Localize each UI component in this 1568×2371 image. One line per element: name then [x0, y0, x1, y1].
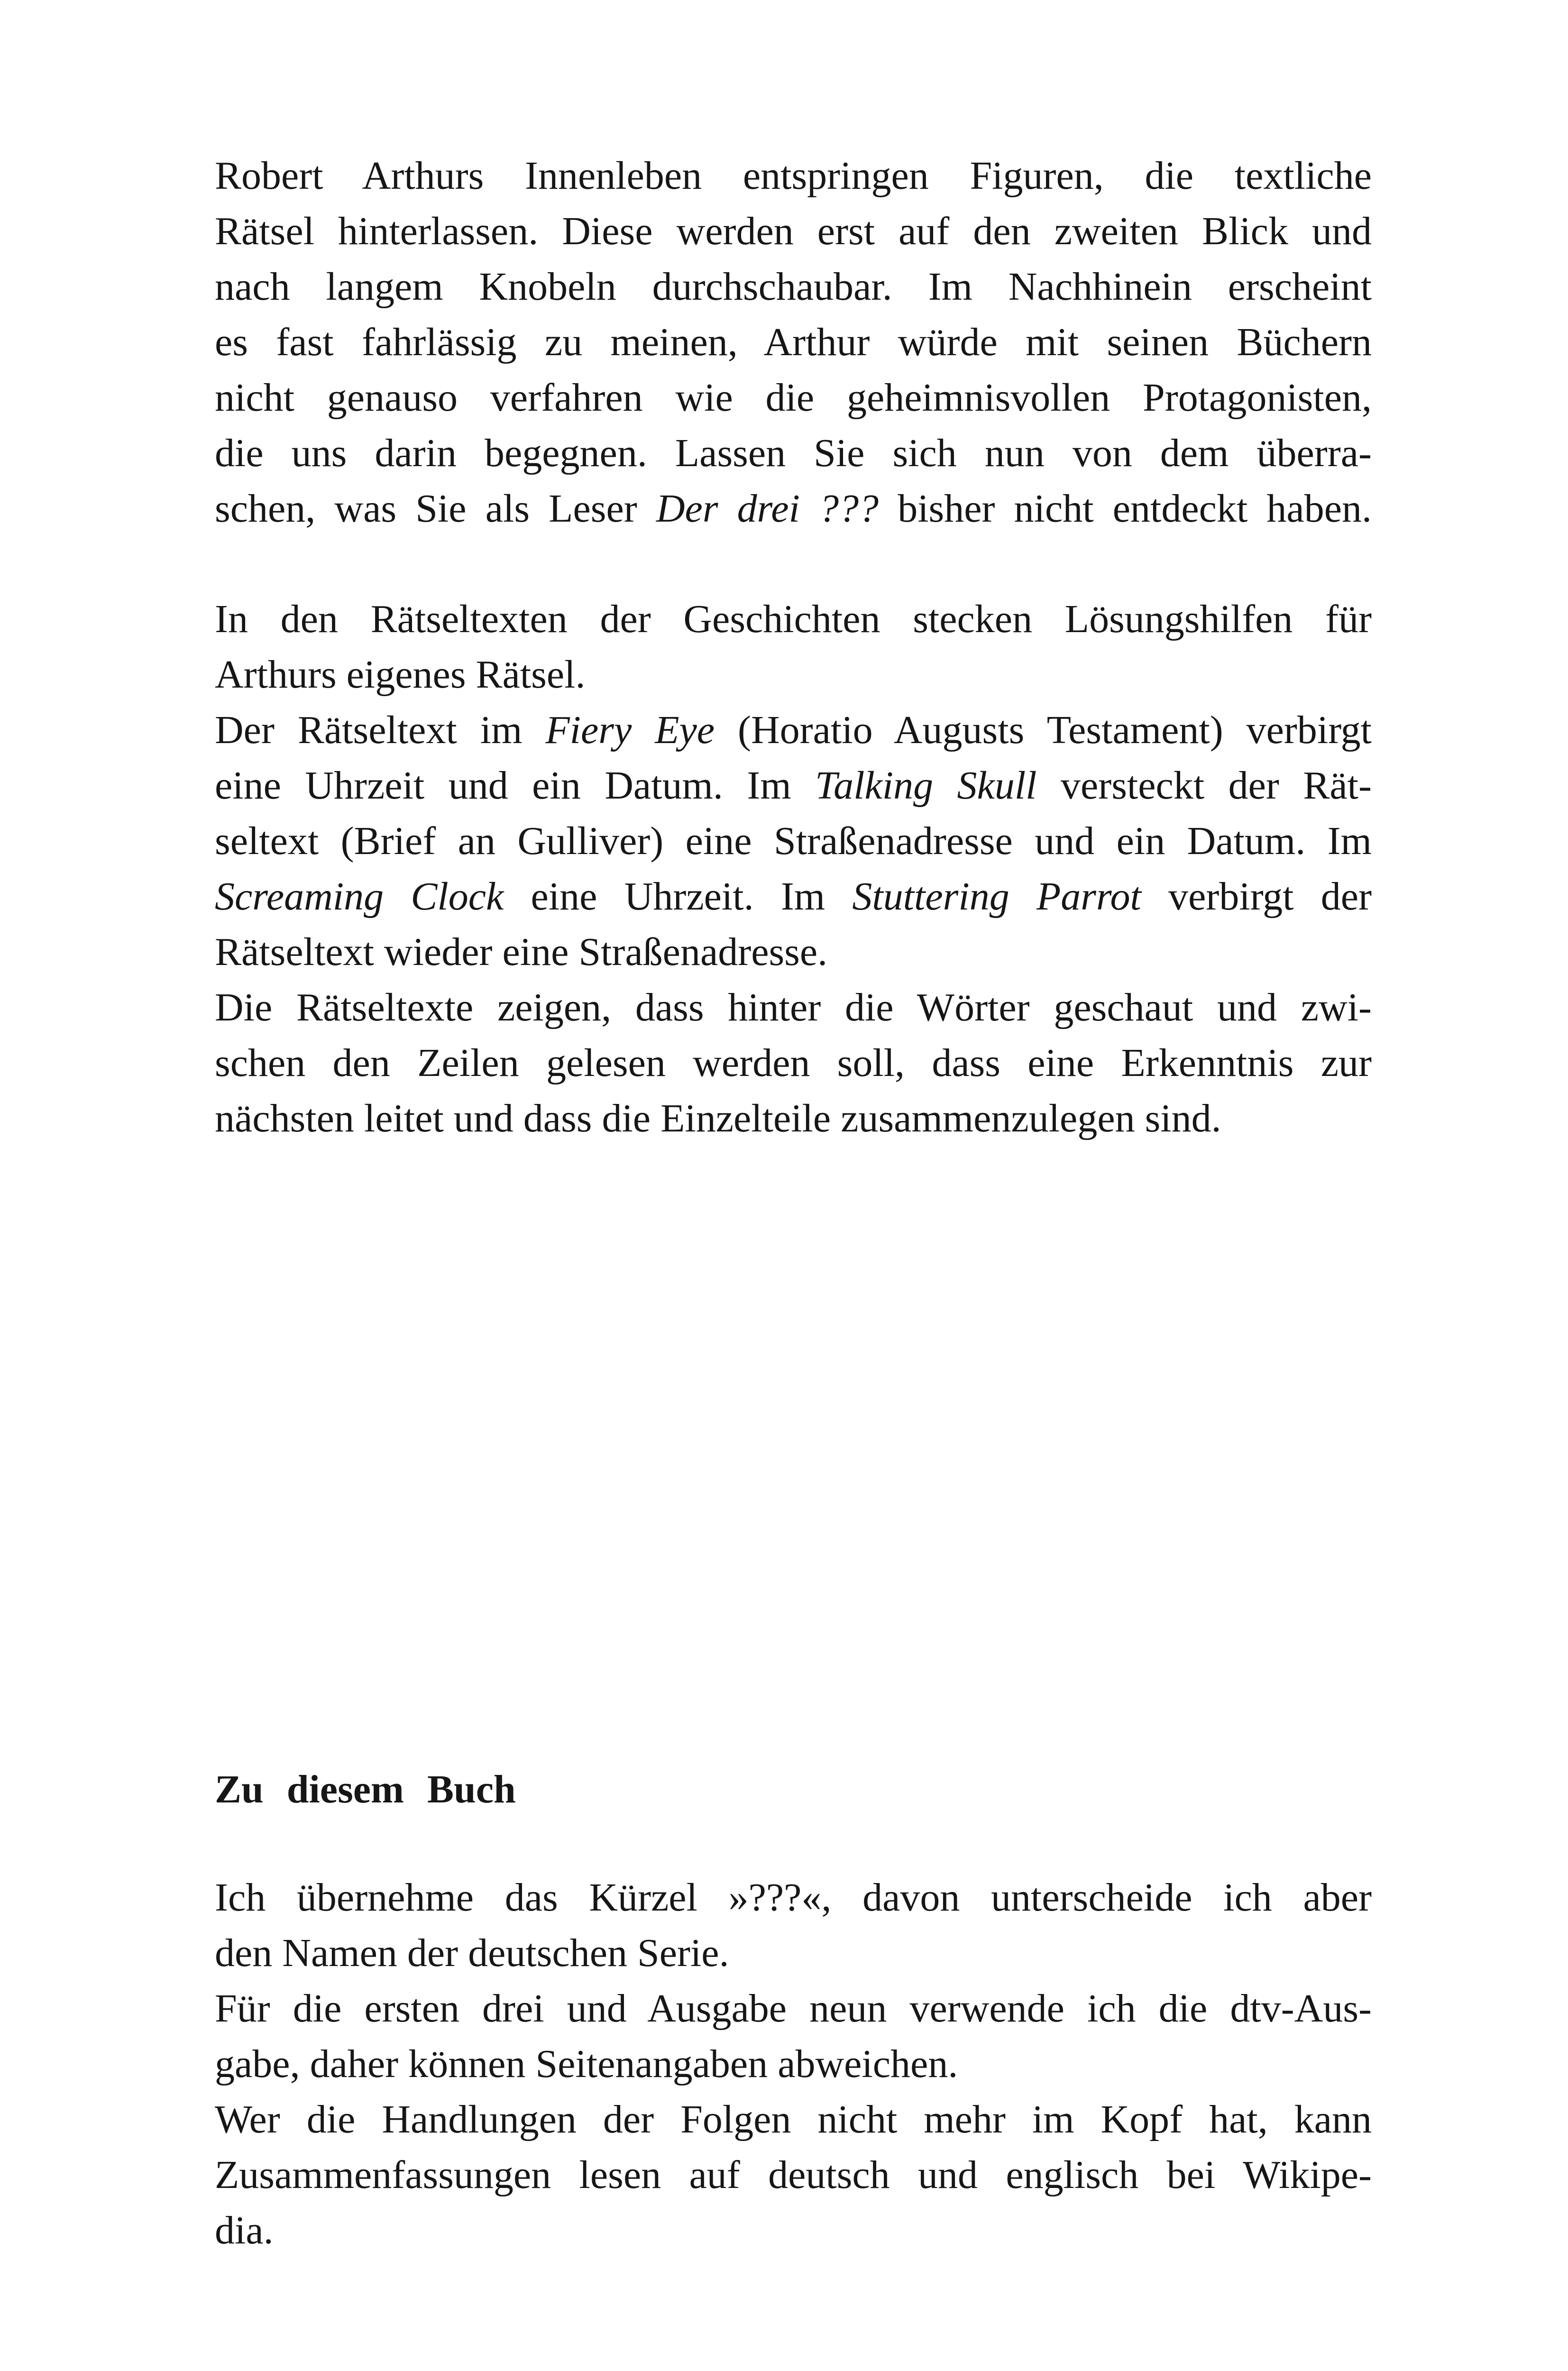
text-segment: (Horatio Augusts Testament) verbirgt — [715, 708, 1372, 752]
text-line: Für die ersten drei und Ausgabe neun verwende ich die dtv-Aus- — [215, 1986, 1372, 2031]
text-line: In den Rätseltexten der Geschichten stecken Lösungshilfen für — [215, 597, 1372, 641]
text-line: den Namen der deutschen Serie. — [215, 1931, 729, 1975]
text-line: nach langem Knobeln durchschaubar. Im Nachhinein erscheint — [215, 265, 1372, 309]
text-line: Rätseltext wieder eine Straßenadresse. — [215, 930, 828, 974]
text-line: seltext (Brief an Gulliver) eine Straßenadresse und ein Datum. Im — [215, 819, 1372, 863]
text-line: die uns darin begegnen. Lassen Sie sich nun von dem überra- — [215, 431, 1372, 475]
text-line: es fast fahrlässig zu meinen, Arthur würde mit seinen Büchern — [215, 320, 1372, 364]
text-line: Die Rätseltexte zeigen, dass hinter die Wörter geschaut und zwi- — [215, 985, 1372, 1029]
text-line: Rätsel hinterlassen. Diese werden erst auf den zweiten Blick und — [215, 209, 1372, 253]
text-line — [215, 702, 1372, 758]
text-segment: schen, was Sie als Leser — [215, 487, 656, 531]
text-segment: verbirgt der — [1141, 874, 1372, 919]
text-line: Arthurs eigenes Rätsel. — [215, 652, 586, 697]
text-line: schen den Zeilen gelesen werden soll, dass eine Erkenntnis zur — [215, 1041, 1372, 1085]
book-title: Der drei ??? — [656, 487, 879, 531]
text-segment: Der Rätseltext im — [215, 708, 546, 752]
text-segment: bisher nicht entdeckt haben. — [879, 487, 1372, 531]
book-title: Talking Skull — [815, 763, 1037, 808]
text-line — [215, 481, 1372, 536]
text-line — [215, 869, 1372, 924]
text-segment: eine Uhrzeit und ein Datum. Im — [215, 763, 816, 808]
text-line — [215, 758, 1372, 813]
text-line: gabe, daher können Seitenangaben abweichen. — [215, 2042, 958, 2086]
section-paragraph — [215, 1870, 1372, 2258]
book-title: Stuttering Parrot — [852, 874, 1141, 919]
section-heading: Zu diesem Buch — [215, 1767, 516, 1811]
intro-paragraph — [215, 148, 1372, 536]
text-line: nächsten leitet und dass die Einzelteile zusammenzulegen sind. — [215, 1096, 1221, 1140]
text-line: Wer die Handlungen der Folgen nicht mehr im Kopf hat, kann — [215, 2097, 1372, 2141]
text-line: Zusammenfassungen lesen auf deutsch und englisch bei Wikipe- — [215, 2153, 1372, 2197]
text-line: nicht genauso verfahren wie die geheimnisvollen Protagonisten, — [215, 376, 1372, 420]
text-line: dia. — [215, 2208, 274, 2252]
book-title: Screaming Clock — [215, 874, 504, 919]
text-line: Robert Arthurs Innenleben entspringen Figuren, die textliche — [215, 154, 1372, 198]
text-segment: eine Uhrzeit. Im — [504, 874, 853, 919]
book-title: Fiery Eye — [545, 708, 715, 752]
text-segment: versteckt der Rät- — [1036, 763, 1372, 808]
riddles-paragraph — [215, 591, 1372, 1146]
text-line: Ich übernehme das Kürzel »???«, davon unterscheide ich aber — [215, 1875, 1372, 1920]
